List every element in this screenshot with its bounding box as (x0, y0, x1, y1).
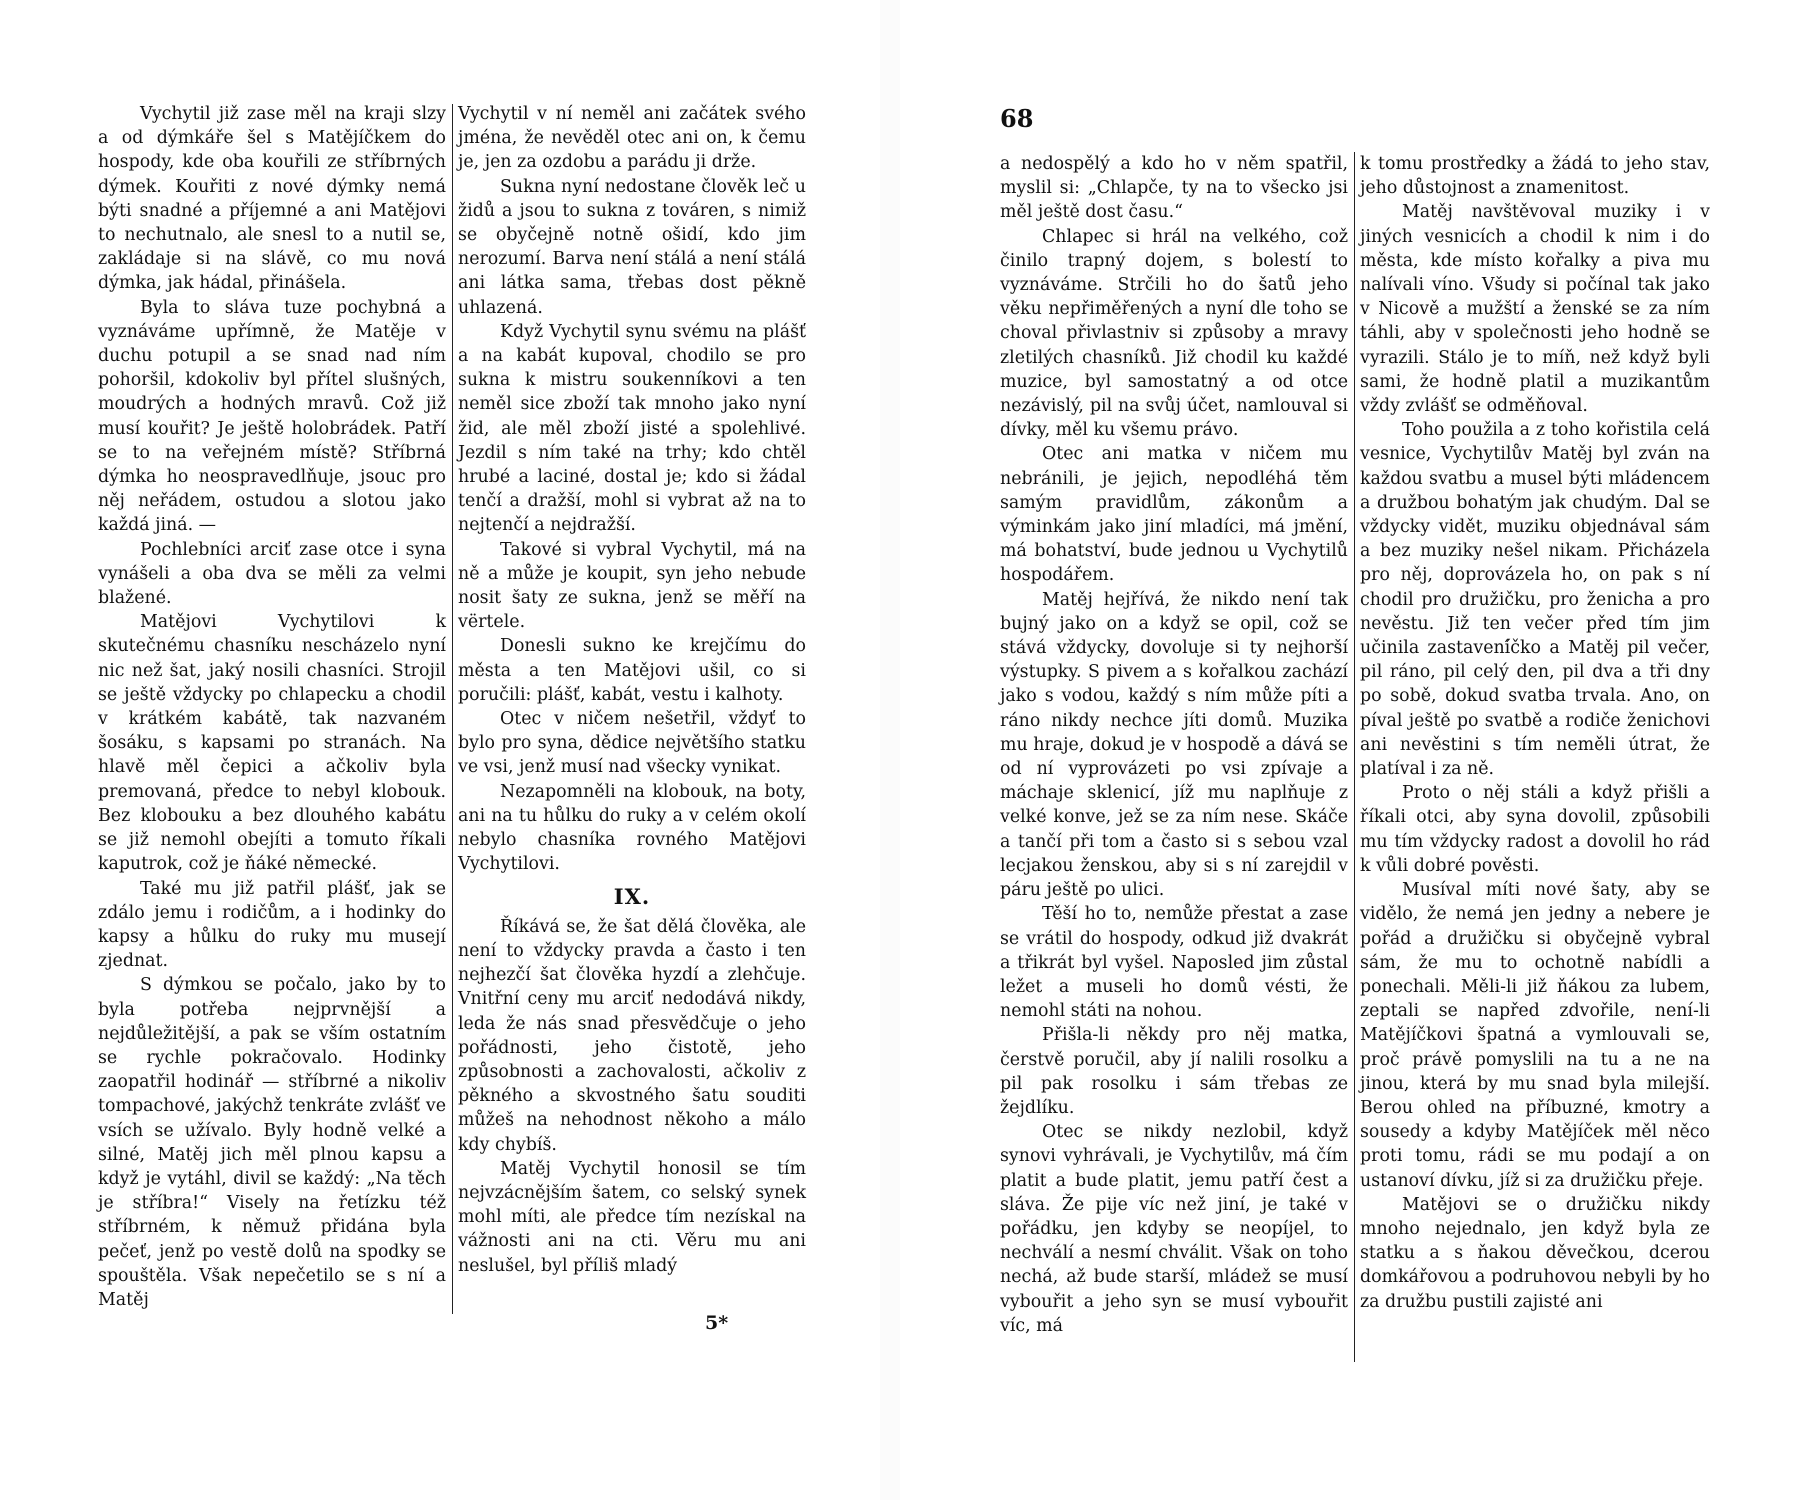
paragraph: Takové si vybral Vychytil, má na ně a může je koupit, syn jeho nebude nosit šaty ze sukna, jenž se měří na vërtele. (458, 539, 806, 633)
paragraph: Přišla-li někdy pro něj matka, čerstvě poručil, aby jí nalili rosolku a pil pak rosolku i sám třebas ze žejdlíku. (1000, 1025, 1348, 1118)
paragraph: Otec se nikdy nezlobil, když synovi vyhrávali, je Vychytilův, má čím platit a bude platit, jemu patří čest a sláva. Že pije víc než jiní, je také v pořádku, jen kdyby se neopíjel, to nechválí a nesmí chválit. Však on toho nechá, až bude starší, mládež se musí vybouřit a jeho syn se musí vybouřit víc, má (1000, 1122, 1348, 1336)
chapter-heading: IX. (613, 883, 651, 909)
right-page-column-1 (1000, 152, 1348, 1338)
paragraph: Také mu již patřil plášť, jak se zdálo jemu i rodičům, a i hodinky do kapsy a hůlku do ruky mu musejí zjednat. (98, 878, 446, 972)
paragraph: Byla to sláva tuze pochybná a vyznáváme upřímně, že Matěje v duchu potupil a se snad nad ním pohoršil, kdokoliv byl přítel slušných, moudrých a hodných mravů. Což již musí kouřit? Je ještě holobrádek. Patří se to na veřejném místě? Stříbrná dýmka ho neospravedlňuje, jsouc pro něj neřádem, ostudou a slotou jako každá jiná. — (98, 297, 446, 536)
paragraph: Vychytil již zase měl na kraji slzy a od dýmkáře šel s Matějíčkem do hospody, kde oba kouřili ze stříbrných dýmek. Kouřiti z nové dýmky nemá býti snadné a příjemné a ani Matějovi to nechutnalo, ale snesl to a nutil se, zakládaje si na slávě, co mu nová dýmka, jak hádal, přinášela. (98, 104, 446, 294)
paragraph: Proto o něj stáli a když přišli a říkali otci, aby syna dovolil, způsobili mu tím vždycky radost a dovolil ho rád k vůli dobré pověsti. (1360, 783, 1710, 876)
left-page-column-2 (458, 102, 806, 1278)
paragraph: Toho použila a z toho kořistila celá vesnice, Vychytilův Matěj byl zván na každou svatbu a musel býti mládencem a družbou bohatým jak chudým. Dal se vždycky vidět, muziku objednával sám a bez muziky nešel nikam. Přicházela pro něj, doprovázela ho, on pak s ní chodil pro družičku, pro ženicha a pro nevěstu. Již ten večer před tím jim učinila zastavení́čko a Matěj pil večer, pil ráno, pil celý den, pil dva a tři dny po sobě, dokud svatba trvala. Ano, on píval ještě po svatbě a rodiče ženichovi ani nevěstini s tím neměli útrat, že platíval i za ně. (1360, 420, 1710, 780)
paragraph: Matějovi Vychytilovi k skutečnému chasníku nescházelo nyní nic než šat, jaký nosili chasníci. Strojil se ještě vždycky po chlapecku a chodil v krátkém kabátě, tak nazvaném šosáku, s kapsami po stranách. Na hlavě měl čepici a ačkoliv byla premovaná, předce to nebyl klobouk. Bez klobouku a bez dlouhého kabátu se již nemohl obejíti a tomuto říkali kaputrok, což je ňáké německé. (98, 612, 446, 875)
paragraph: Musíval míti nové šaty, aby se vidělo, že nemá jen jedny a nebere je pořád a družičku si obyčejně vybral sám, že mu to ochotně nabídli a ponechali. Měli-li již ňákou za lubem, zeptali se napřed zdvořile, není-li Matějíčkovi špatná a vymlouvali se, proč právě pomyslili na tu a ne na jinou, která by mu snad byla milejší. Berou ohled na příbuzné, kmotry a sousedy a kdyby Matějíček měl něco proti tomu, rádi se mu podají a on ustanoví dívku, jíž si za družičku přeje. (1360, 880, 1710, 1191)
paragraph: Matěj navštěvoval muziky i v jiných vesnicích a chodil k nim i do města, kde místo kořalky a piva mu nalívali víno. Všudy si počínal tak jako v Nicově a mužští a ženské se za ním táhli, aby v společnosti jeho hodně se vyrazili. Stálo je to míň, než když byli sami, že hodně platil a muzikantům vždy zvlášť se odměňoval. (1360, 202, 1710, 417)
paragraph: Pochlebníci arciť zase otce i syna vynášeli a oba dva se měli za velmi blažené. (98, 539, 446, 609)
right-page (900, 0, 1798, 1500)
paragraph: Matějovi se o družičku nikdy mnoho nejednalo, jen když byla ze statku a s ňakou děvečkou, dcerou domkářovou a podruhovou nebyli by ho za družbu pustili zajisté ani (1360, 1194, 1710, 1312)
paragraph: k tomu prostředky a žádá to jeho stav, jeho důstojnost a znamenitost. (1360, 154, 1710, 199)
paragraph: Sukna nyní nedostane člověk leč u židů a jsou to sukna z továren, s nimiž se obyčejně notně ošidí, kdo jim nerozumí. Barva není stálá a není stálá ani látka sama, třebas dost pěkně uhlazená. (458, 176, 806, 318)
paragraph: Nezapomněli na klobouk, na boty, ani na tu hůlku do ruky a v celém okolí nebylo chasníka rovného Matějovi Vychytilovi. (458, 781, 806, 875)
paragraph: Otec v ničem nešetřil, vždyť to bylo pro syna, dědice největšího statku ve vsi, jenž musí nad všecky vynikat. (458, 709, 806, 778)
signature-mark: 5* (705, 1312, 729, 1334)
right-page-column-2 (1360, 152, 1710, 1314)
paragraph: Říkává se, že šat dělá člověka, ale není to vždycky pravda a často i ten nejhezčí šat člověka hyzdí a zlehčuje. Vnitřní ceny mu arciť nedodává nikdy, leda že nás snad přesvědčuje o jeho pořádnosti, jeho čistotě, jeho způsobnosti a zachovalosti, ačkoliv z pěkného a skvostného šatu souditi můžeš na nehodnost někoho a málo kdy chybíš. (458, 916, 806, 1155)
column-divider (1354, 152, 1355, 1362)
paragraph: Matěj hejřívá, že nikdo není tak bujný jako on a když se opil, což se stává vždycky, dovoluje si ty nejhorší výstupky. S pivem a s kořalkou zachází jako s vodou, každý s ním může píti a ráno nikdy nechce jíti domů. Muzika mu hraje, dokud je v hospodě a dává se od ní vyprovázeti po vsi zpívaje a máchaje sklenicí, jíž mu naplňuje z velké konve, jež se za ním nese. Skáče a tančí při tom a často si s sebou vzal lecjakou ženskou, aby si s ní zarejdil v páru ještě po ulici. (1000, 589, 1348, 901)
column-divider (452, 104, 453, 1314)
left-page (0, 0, 880, 1500)
paragraph: Těší ho to, nemůže přestat a zase se vrátil do hospody, odkud již dvakrát a třikrát byl vyšel. Naposled jim zůstal ležet a museli ho domů vésti, že nemohl státi na nohou. (1000, 904, 1348, 1022)
paragraph: Matěj Vychytil honosil se tím nejvzácnějším šatem, co selský synek mohl míti, ale předce tím nezískal na vážnosti ani na cti. Věru mu ani neslušel, byl příliš mladý (458, 1158, 806, 1276)
paragraph: a nedospělý a kdo ho v něm spatřil, myslil si: „Chlapče, ty na to všecko jsi měl ještě dost času.“ (1000, 154, 1348, 223)
paragraph: Donesli sukno ke krejčímu do města a ten Matějovi ušil, co si poručili: plášť, kabát, vestu i kalhoty. (458, 636, 806, 705)
page-number: 68 (1000, 104, 1034, 133)
paragraph: S dýmkou se počalo, jako by to byla potřeba nejprvnější a nejdůležitější, a pak se vším ostatním se rychle pokračovalo. Hodinky zaopatřil hodinář — stříbrné a nikoliv tompachové, jakýchž tenkráte zvlášť ve vsích se užívalo. Byly hodně velké a silné, Matěj jich měl plnou kapsu a když je vytáhl, divil se každý: „Na těch je stříbra!“ Visely na řetízku též stříbrném, k němuž přidána byla pečeť, jenž po vestě dolů na spodky se spouštěla. Však nepečetilo se s ní a Matěj (98, 975, 446, 1310)
paragraph: Chlapec si hrál na velkého, což činilo trapný dojem, s bolestí to vyznáváme. Strčili ho do šatů jeho věku nepřiměřených a nyní dle toho se choval přivlastniv si způsoby a mravy zletilých chasníků. Již chodil ku každé muzice, byl samostatný a od otce nezávislý, pil na svůj účet, namlouval si dívky, měl ku všemu právo. (1000, 226, 1348, 441)
paragraph: Vychytil v ní neměl ani začátek svého jména, že nevěděl otec ani on, k čemu je, jen za ozdobu a parádu ji drže. (458, 104, 806, 173)
paragraph: Když Vychytil synu svému na plášť a na kabát kupoval, chodilo se pro sukna k mistru soukenníkovi a ten neměl sice zboží tak mnoho jako nyní žid, ale měl zboží jisté a spolehlivé. Jezdil s ním také na trhy; kdo chtěl hrubé a laciné, dostal je; kdo si žádal tenčí a dražší, mohl si vybrat až na to nejtenčí a nejdražší. (458, 321, 806, 536)
paragraph: Otec ani matka v ničem mu nebránili, je jejich, nepodléhá těm samým pravidlům, zákonům a výminkám jako jiní mladíci, má jmění, má bohatství, bude jednou u Vychytilů hospodářem. (1000, 444, 1348, 586)
left-page-column-1 (98, 102, 446, 1312)
book-gutter (880, 0, 900, 1500)
